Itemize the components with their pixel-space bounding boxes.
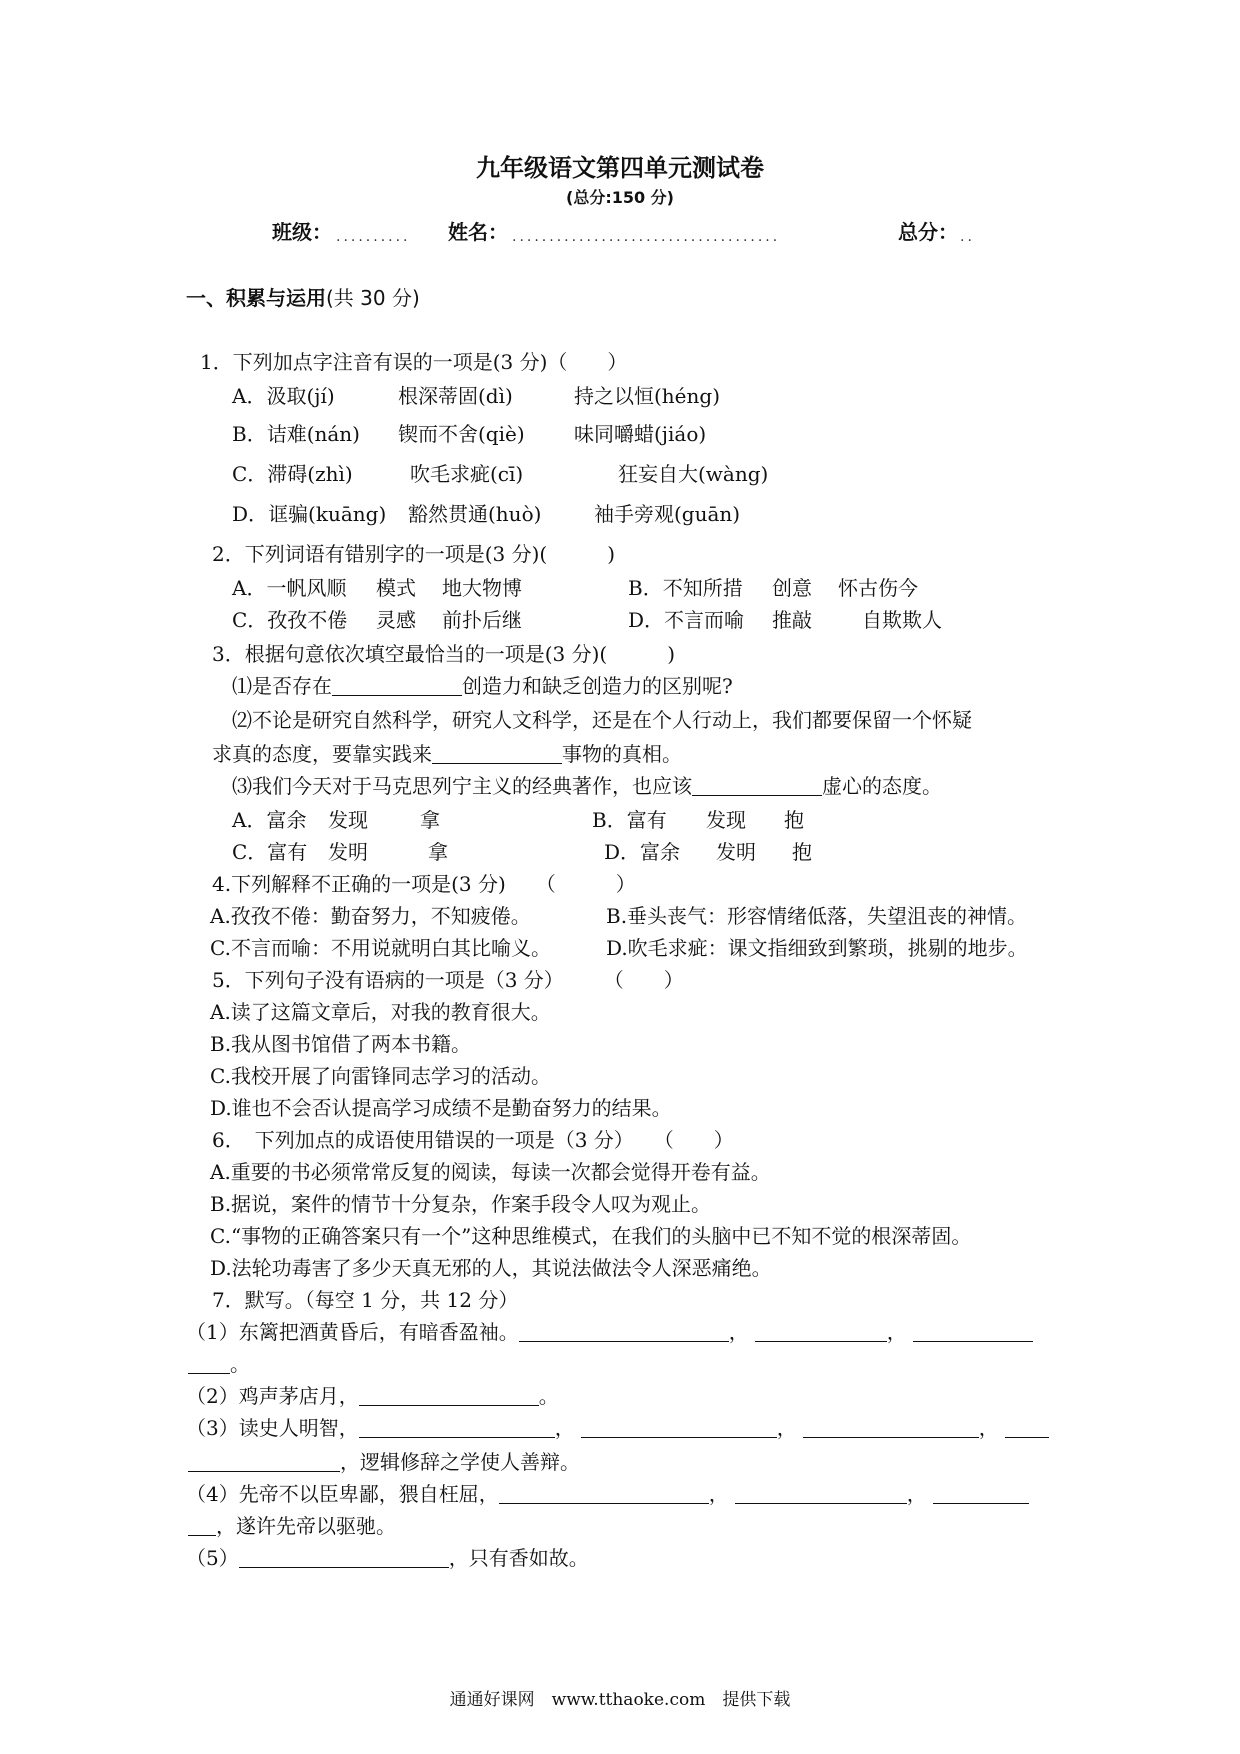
q2-option-a-2: 模式 — [376, 576, 416, 600]
class-fill-dots[interactable]: .......... — [336, 229, 411, 245]
q2-option-b-3: 怀古伤今 — [838, 576, 918, 600]
q2-option-a-1: A．一帆风顺 — [232, 576, 347, 600]
q1-option-a-1: A．汲取(jí) — [232, 384, 335, 408]
q2-option-d-1: D．不言而喻 — [628, 608, 745, 632]
q1-option-c-1: C．滞碍(zhì) — [232, 462, 353, 486]
q5-stem: 5．下列句子没有语病的一项是（3 分） （ ） — [212, 968, 684, 992]
q4-option-d: D.吹毛求疵：课文指细致到繁琐，挑剔的地步。 — [606, 936, 1028, 960]
name-label: 姓名： — [448, 220, 508, 244]
q2-option-c-2: 灵感 — [376, 608, 416, 632]
q6-option-d: D.法轮功毒害了多少天真无邪的人，其说法做法令人深恶痛绝。 — [210, 1256, 772, 1280]
q3-option-a-1: A．富余 — [232, 808, 307, 832]
q7-item-5: （5） ，只有香如故。 — [186, 1546, 589, 1570]
q5-option-a: A.读了这篇文章后，对我的教育很大。 — [210, 1000, 551, 1024]
q3-option-c-3: 拿 — [428, 840, 448, 864]
q1-stem: 1．下列加点字注音有误的一项是(3 分)（ ） — [200, 350, 628, 374]
q2-option-b-1: B．不知所措 — [628, 576, 743, 600]
q7-item-1-cont: 。 — [188, 1354, 250, 1374]
q1-option-a-2: 根深蒂固(dì) — [398, 384, 513, 408]
q7-blank-1a[interactable] — [519, 1323, 729, 1342]
q6-option-c: C.“事物的正确答案只有一个”这种思维模式，在我们的头脑中已不知不觉的根深蒂固。 — [210, 1224, 972, 1248]
q3-option-b-2: 发现 — [706, 808, 746, 832]
q3-option-a-3: 拿 — [420, 808, 440, 832]
score-fill-dots[interactable]: .. — [960, 229, 975, 245]
name-fill-dots[interactable]: .................................... — [512, 229, 781, 245]
q1-option-b-1: B．诘难(nán) — [232, 422, 360, 446]
q3-sentence-3: ⑶我们今天对于马克思列宁主义的经典著作，也应该 虚心的态度。 — [232, 774, 942, 798]
q7-blank-4b[interactable] — [735, 1485, 907, 1504]
q1-option-a-3: 持之以恒(héng) — [574, 384, 721, 408]
q7-blank-3d[interactable] — [1005, 1419, 1049, 1438]
q7-blank-5[interactable] — [239, 1549, 449, 1568]
class-label: 班级： — [272, 220, 332, 244]
q3-option-b-3: 抱 — [784, 808, 804, 832]
q7-blank-3a[interactable] — [359, 1419, 555, 1438]
page-title: 九年级语文第四单元测试卷 — [476, 154, 764, 182]
q7-blank-1c[interactable] — [913, 1323, 1033, 1342]
q7-blank-3b[interactable] — [581, 1419, 777, 1438]
q6-stem: 6． 下列加点的成语使用错误的一项是（3 分） （ ） — [212, 1128, 734, 1152]
q2-option-a-3: 地大物博 — [442, 576, 522, 600]
q4-option-b: B.垂头丧气：形容情绪低落，失望沮丧的神情。 — [606, 904, 1028, 928]
q7-item-3: （3）读史人明智， ， ， ， — [186, 1418, 1049, 1438]
q5-option-c: C.我校开展了向雷锋同志学习的活动。 — [210, 1064, 551, 1088]
q1-option-d-3: 袖手旁观(guān) — [594, 502, 741, 526]
section-1-heading: 一、积累与运用(共 30 分) — [186, 286, 420, 310]
q3-option-c-2: 发明 — [328, 840, 368, 864]
q4-option-c: C.不言而喻：不用说就明白其比喻义。 — [210, 936, 551, 960]
q1-option-b-3: 味同嚼蜡(jiáo) — [574, 422, 707, 446]
q5-option-b: B.我从图书馆借了两本书籍。 — [210, 1032, 472, 1056]
q3-sentence-2-line-1: ⑵不论是研究自然科学，研究人文科学，还是在个人行动上，我们都要保留一个怀疑 — [232, 708, 972, 732]
q3-sentence-2-line-2: 求真的态度，要靠实践来 事物的真相。 — [212, 742, 682, 766]
score-label: 总分： — [898, 220, 958, 244]
q7-item-2: （2）鸡声茅店月， 。 — [186, 1384, 559, 1408]
q2-stem: 2．下列词语有错别字的一项是(3 分)( ) — [212, 542, 616, 566]
q2-option-c-3: 前扑后继 — [442, 608, 522, 632]
q3-option-d-1: D．富余 — [604, 840, 681, 864]
q6-option-b: B.据说，案件的情节十分复杂，作案手段令人叹为观止。 — [210, 1192, 712, 1216]
q3-option-d-2: 发明 — [716, 840, 756, 864]
q6-option-a: A.重要的书必须常常反复的阅读，每读一次都会觉得开卷有益。 — [210, 1160, 771, 1184]
q1-option-c-2: 吹毛求疵(cī) — [410, 462, 524, 486]
q1-option-c-3: 狂妄自大(wàng) — [618, 462, 769, 486]
q3-option-c-1: C．富有 — [232, 840, 308, 864]
q7-blank-2[interactable] — [359, 1387, 539, 1406]
q7-blank-3c[interactable] — [803, 1419, 979, 1438]
q2-option-c-1: C．孜孜不倦 — [232, 608, 348, 632]
q1-option-d-2: 豁然贯通(huò) — [408, 502, 542, 526]
q2-option-d-3: 自欺欺人 — [862, 608, 942, 632]
q4-stem: 4.下列解释不正确的一项是(3 分) （ ） — [212, 872, 636, 896]
q7-item-3-cont: ，逻辑修辞之学使人善辩。 — [188, 1452, 580, 1472]
q3-stem: 3．根据句意依次填空最恰当的一项是(3 分)( ) — [212, 642, 676, 666]
q3-option-a-2: 发现 — [328, 808, 368, 832]
q2-option-d-2: 推敲 — [772, 608, 812, 632]
q7-blank-4d[interactable] — [188, 1517, 216, 1536]
q7-item-4-cont: ，遂许先帝以驱驰。 — [188, 1516, 396, 1536]
q1-option-d-1: D．诓骗(kuāng) — [232, 502, 387, 526]
q3-blank-1[interactable] — [332, 677, 462, 696]
q2-option-b-2: 创意 — [772, 576, 812, 600]
total-score-note: (总分:150 分) — [566, 188, 674, 207]
q3-option-d-3: 抱 — [792, 840, 812, 864]
q3-blank-2[interactable] — [432, 745, 562, 764]
q7-blank-4c[interactable] — [933, 1485, 1029, 1504]
q7-item-4: （4）先帝不以臣卑鄙，猥自枉屈， ， ， — [186, 1484, 1029, 1504]
q3-option-b-1: B．富有 — [592, 808, 667, 832]
q4-option-a: A.孜孜不倦：勤奋努力，不知疲倦。 — [210, 904, 531, 928]
q7-blank-3e[interactable] — [188, 1453, 340, 1472]
q7-item-1: （1）东篱把酒黄昏后，有暗香盈袖。 ， ， — [186, 1322, 1033, 1342]
q7-blank-4a[interactable] — [499, 1485, 709, 1504]
q3-sentence-1: ⑴是否存在 创造力和缺乏创造力的区别呢? — [232, 674, 733, 698]
q5-option-d: D.谁也不会否认提高学习成绩不是勤奋努力的结果。 — [210, 1096, 672, 1120]
q7-blank-1b[interactable] — [755, 1323, 887, 1342]
q7-blank-1d[interactable] — [188, 1355, 230, 1374]
footer-source: 通通好课网 www.tthaoke.com 提供下载 — [449, 1690, 791, 1710]
q1-option-b-2: 锲而不舍(qiè) — [398, 422, 525, 446]
q7-stem: 7．默写。（每空 1 分，共 12 分） — [212, 1288, 519, 1312]
q3-blank-3[interactable] — [692, 777, 822, 796]
